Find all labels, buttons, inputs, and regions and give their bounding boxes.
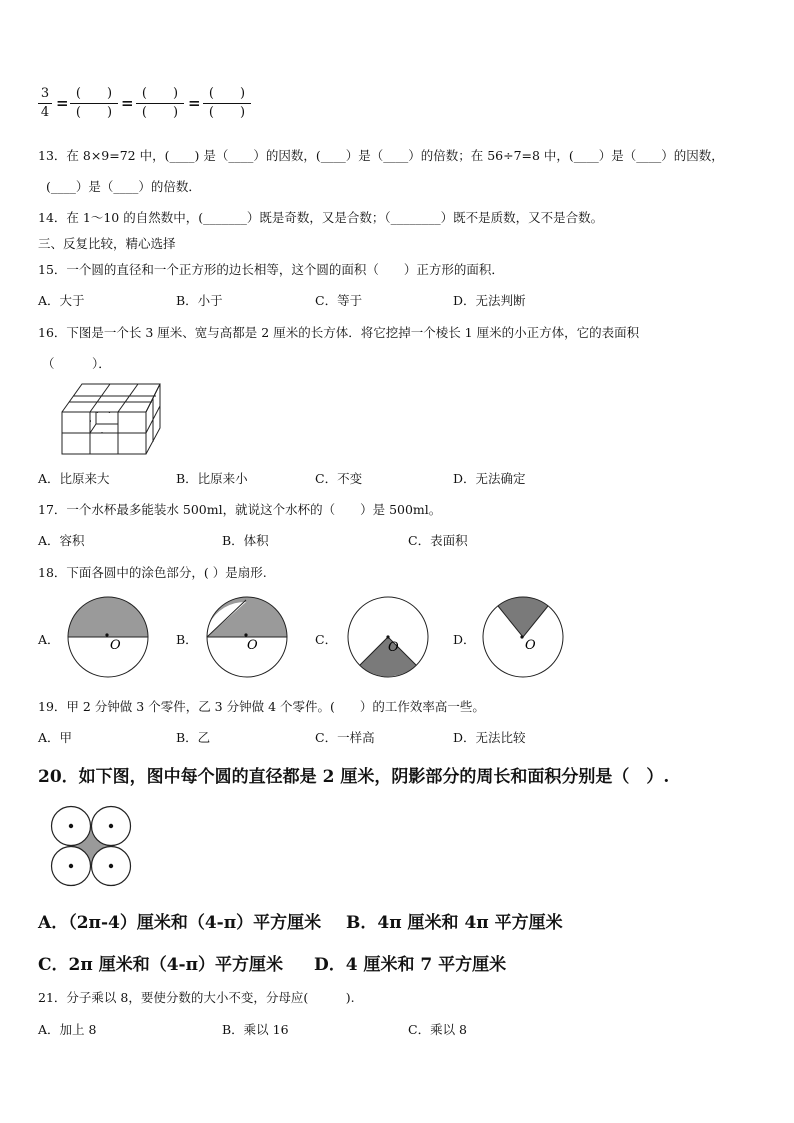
blank-fraction-2 xyxy=(136,86,184,121)
circle-b xyxy=(206,597,288,679)
q19-option-b[interactable]: B．乙 xyxy=(176,730,211,745)
equals-sign: = xyxy=(188,94,201,112)
cuboid-figure xyxy=(60,382,160,457)
blank-numerator: ( ) xyxy=(208,86,246,101)
q19-option-a[interactable]: A．甲 xyxy=(38,730,73,745)
blank-numerator: ( ) xyxy=(75,86,113,101)
q20-option-a[interactable]: A．（2π-4）厘米和（4-π）平方厘米 xyxy=(38,913,322,933)
fraction-bar xyxy=(70,103,118,104)
q15-option-b[interactable]: B．小于 xyxy=(176,293,223,308)
section-heading: 三、反复比较，精心选择 xyxy=(38,236,176,251)
center-label: O xyxy=(525,638,536,653)
equals-sign: = xyxy=(56,94,69,112)
q16-option-c[interactable]: C．不变 xyxy=(315,471,363,486)
q20-option-b[interactable]: B．4π 厘米和 4π 平方厘米 xyxy=(346,913,563,933)
question-20: 20．如下图，图中每个圆的直径都是 2 厘米，阴影部分的周长和面积分别是（ ）. xyxy=(38,767,670,787)
q17-option-a[interactable]: A．容积 xyxy=(38,533,85,548)
q21-option-b[interactable]: B．乘以 16 xyxy=(222,1022,289,1037)
four-circles-figure xyxy=(51,806,133,888)
q20-option-c[interactable]: C．2π 厘米和（4-π）平方厘米 xyxy=(38,955,284,975)
center-label: O xyxy=(110,638,121,653)
question-16-line1: 16．下图是一个长 3 厘米、宽与高都是 2 厘米的长方体．将它挖掉一个棱长 1 厘米的小正方体，它的表面积 xyxy=(38,325,640,340)
circle-d xyxy=(482,597,564,679)
q18-option-c[interactable]: C． xyxy=(315,632,338,647)
q18-option-b[interactable]: B． xyxy=(176,632,198,647)
q19-option-d[interactable]: D．无法比较 xyxy=(453,730,526,745)
q18-option-d[interactable]: D． xyxy=(453,632,476,647)
blank-denominator: ( ) xyxy=(141,105,179,120)
blank-denominator: ( ) xyxy=(75,105,113,120)
question-13-line2: (____）是（____）的倍数． xyxy=(46,179,201,194)
denominator: 4 xyxy=(40,105,50,120)
question-19: 19．甲 2 分钟做 3 个零件，乙 3 分钟做 4 个零件。( ）的工作效率高一些。 xyxy=(38,699,485,714)
question-13-line1: 13．在 8×9=72 中，(____) 是（____）的因数，(____）是（____）的倍数；在 56÷7=8 中，(____）是（____）的因数， xyxy=(38,148,724,163)
blank-fraction-3 xyxy=(203,86,251,121)
q16-option-d[interactable]: D．无法确定 xyxy=(453,471,526,486)
equals-sign: = xyxy=(121,94,134,112)
q17-option-b[interactable]: B．体积 xyxy=(222,533,269,548)
q21-option-a[interactable]: A．加上 8 xyxy=(38,1022,97,1037)
blank-fraction-1 xyxy=(70,86,118,121)
q19-option-c[interactable]: C．一样高 xyxy=(315,730,375,745)
center-label: O xyxy=(388,640,399,655)
blank-denominator: ( ) xyxy=(208,105,246,120)
question-16-line2: （ ）． xyxy=(42,356,111,371)
q18-option-a[interactable]: A． xyxy=(38,632,60,647)
question-18: 18．下面各圆中的涂色部分，( ）是扇形. xyxy=(38,565,267,580)
q16-option-a[interactable]: A．比原来大 xyxy=(38,471,110,486)
q15-option-a[interactable]: A．大于 xyxy=(38,293,85,308)
center-label: O xyxy=(247,638,258,653)
fraction-bar xyxy=(203,103,251,104)
circle-c xyxy=(347,597,429,679)
q15-option-d[interactable]: D．无法判断 xyxy=(453,293,526,308)
question-17: 17．一个水杯最多能装水 500ml，就说这个水杯的（ ）是 500ml。 xyxy=(38,502,442,517)
q21-option-c[interactable]: C．乘以 8 xyxy=(408,1022,467,1037)
fraction-bar xyxy=(136,103,184,104)
numerator: 3 xyxy=(40,86,50,101)
q17-option-c[interactable]: C．表面积 xyxy=(408,533,468,548)
fraction-bar xyxy=(38,103,52,104)
question-14: 14．在 1～10 的自然数中，(_______）既是奇数，又是合数；（________）既不是质数，又不是合数。 xyxy=(38,210,604,225)
q15-option-c[interactable]: C．等于 xyxy=(315,293,363,308)
q16-option-b[interactable]: B．比原来小 xyxy=(176,471,248,486)
question-15: 15．一个圆的直径和一个正方形的边长相等，这个圆的面积（ ）正方形的面积． xyxy=(38,262,504,277)
q20-option-d[interactable]: D．4 厘米和 7 平方厘米 xyxy=(314,955,507,975)
blank-numerator: ( ) xyxy=(141,86,179,101)
question-21: 21．分子乘以 8，要使分数的大小不变，分母应( ). xyxy=(38,990,355,1005)
circle-a xyxy=(67,597,149,679)
fraction-three-quarters xyxy=(38,86,52,121)
